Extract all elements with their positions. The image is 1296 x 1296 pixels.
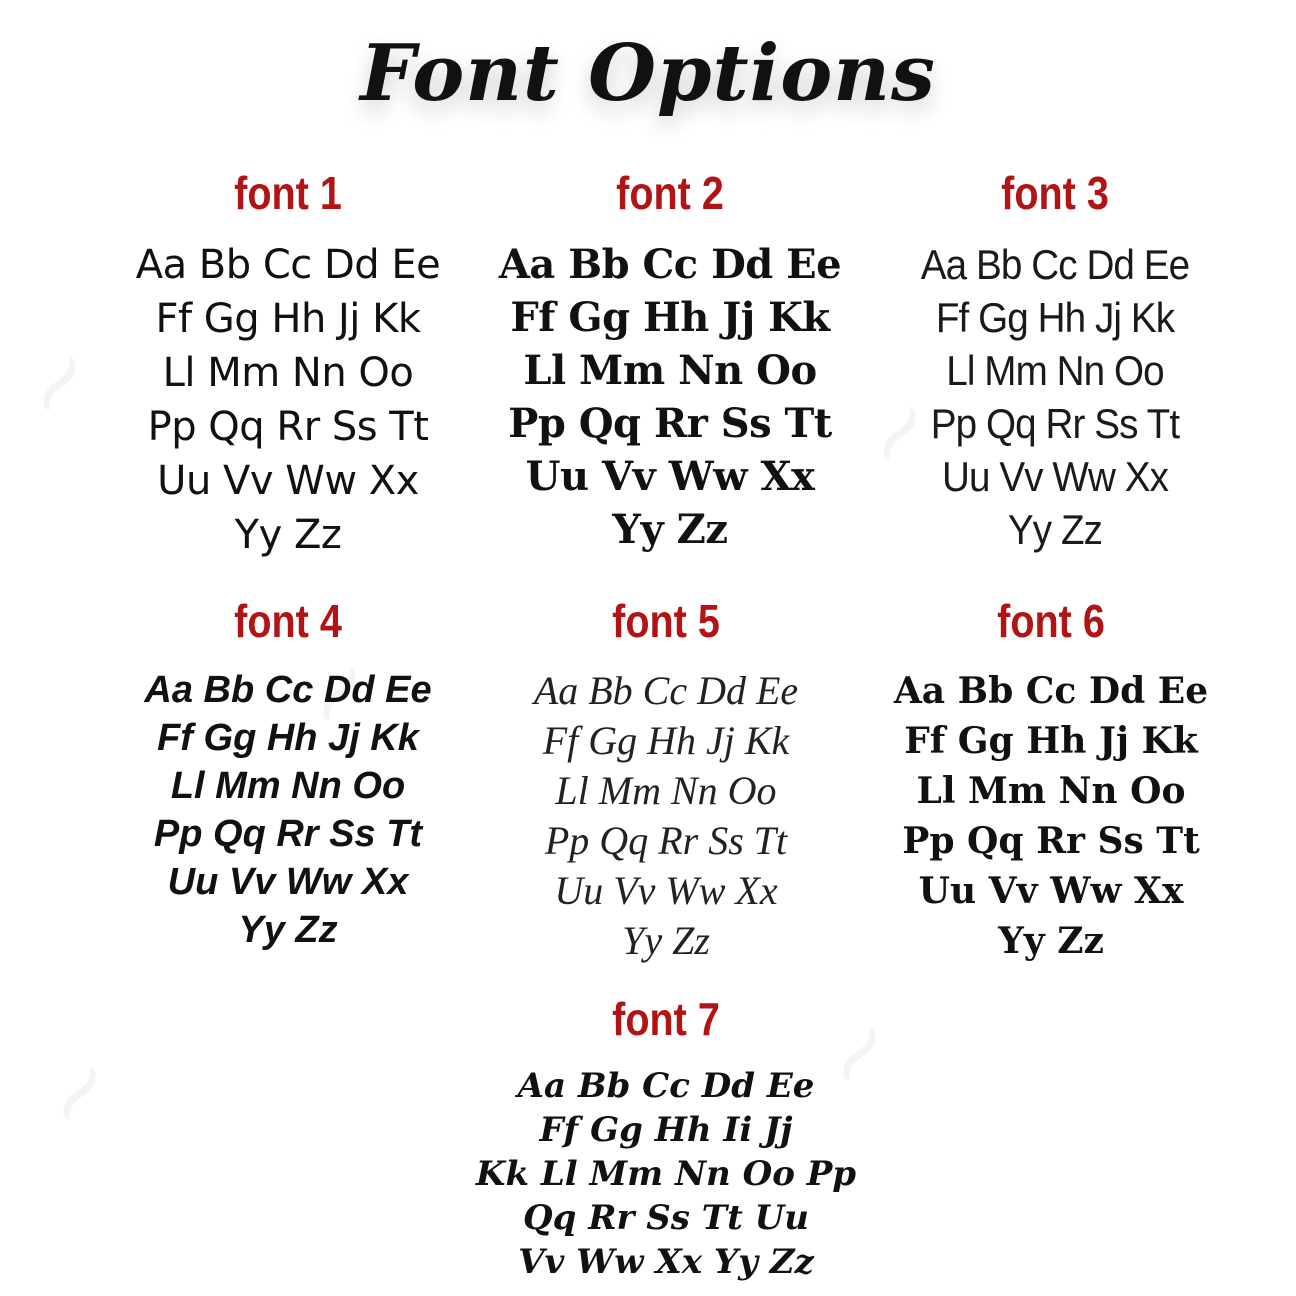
- alphabet-line: Aa Bb Cc Dd Ee: [135, 242, 441, 288]
- font-label: font 7: [612, 993, 720, 1045]
- alphabet-line: Aa Bb Cc Dd Ee: [533, 668, 799, 713]
- alphabet-line: Ff Gg Hh Jj Kk: [542, 718, 790, 763]
- font-sample-6[interactable]: [851, 595, 1251, 966]
- page-title: Font Options: [360, 28, 936, 119]
- alphabet-line: Pp Qq Rr Ss Tt: [508, 400, 832, 447]
- alphabet-line: Aa Bb Cc Dd Ee: [517, 1066, 815, 1106]
- alphabet-sample: [855, 238, 1255, 556]
- alphabet-line: Yy Zz: [612, 506, 728, 553]
- alphabet-line: Ff Gg Hh Jj Kk: [157, 717, 419, 759]
- alphabet-line: Uu Vv Ww Xx: [167, 861, 409, 903]
- alphabet-sample: [851, 666, 1251, 966]
- font-label: font 1: [234, 167, 342, 219]
- font-label: font 2: [616, 167, 724, 219]
- alphabet-line: Ll Mm Nn Oo: [523, 347, 817, 394]
- alphabet-line: Aa Bb Cc Dd Ee: [498, 241, 842, 288]
- alphabet-line: Ff Gg Hh Jj Kk: [935, 294, 1175, 341]
- alphabet-line: Uu Vv Ww Xx: [525, 453, 815, 500]
- alphabet-line: Yy Zz: [1007, 506, 1103, 553]
- alphabet-sample: [470, 238, 870, 556]
- alphabet-line: Yy Zz: [234, 512, 342, 558]
- alphabet-line: Ll Mm Nn Oo: [555, 768, 777, 813]
- alphabet-line: Pp Qq Rr Ss Tt: [930, 400, 1180, 447]
- watermark: [13, 1031, 142, 1153]
- alphabet-line: Ll Mm Nn Oo: [170, 765, 406, 807]
- alphabet-line: Aa Bb Cc Dd Ee: [144, 669, 432, 711]
- alphabet-sample: [466, 666, 866, 966]
- alphabet-line: Yy Zz: [238, 909, 338, 951]
- alphabet-line: Ff Gg Hh Jj Kk: [510, 294, 830, 341]
- font-sample-3[interactable]: [855, 167, 1255, 556]
- alphabet-line: Pp Qq Rr Ss Tt: [544, 818, 788, 863]
- font-sample-2[interactable]: [470, 167, 870, 556]
- alphabet-line: Uu Vv Ww Xx: [941, 453, 1169, 500]
- alphabet-line: Uu Vv Ww Xx: [918, 870, 1184, 912]
- alphabet-line: Ff Gg Hh Jj Kk: [155, 296, 421, 342]
- alphabet-line: Pp Qq Rr Ss Tt: [902, 820, 1200, 862]
- alphabet-line: Ff Gg Hh Jj Kk: [904, 720, 1198, 762]
- font-sample-7[interactable]: [466, 993, 866, 1284]
- alphabet-line: Aa Bb Cc Dd Ee: [920, 241, 1190, 288]
- font-label: font 6: [997, 595, 1105, 647]
- alphabet-sample: [466, 1064, 866, 1284]
- alphabet-sample: [88, 238, 488, 562]
- alphabet-line: Aa Bb Cc Dd Ee: [893, 670, 1209, 712]
- alphabet-line: Ll Mm Nn Oo: [946, 347, 1164, 394]
- font-sample-5[interactable]: [466, 595, 866, 966]
- alphabet-line: Kk Ll Mm Nn Oo Pp: [475, 1154, 857, 1194]
- font-label: font 5: [612, 595, 720, 647]
- alphabet-sample: [88, 666, 488, 954]
- alphabet-line: Uu Vv Ww Xx: [554, 868, 778, 913]
- alphabet-line: Vv Ww Xx Yy Zz: [518, 1242, 814, 1282]
- alphabet-line: Uu Vv Ww Xx: [157, 458, 419, 504]
- alphabet-line: Qq Rr Ss Tt Uu: [523, 1198, 809, 1238]
- alphabet-line: Yy Zz: [998, 920, 1104, 962]
- font-label: font 3: [1001, 167, 1109, 219]
- alphabet-line: Yy Zz: [622, 918, 710, 963]
- alphabet-line: Ll Mm Nn Oo: [162, 350, 414, 396]
- alphabet-line: Pp Qq Rr Ss Tt: [153, 813, 423, 855]
- alphabet-line: Ll Mm Nn Oo: [916, 770, 1186, 812]
- font-sample-1[interactable]: [88, 167, 488, 562]
- font-label: font 4: [234, 595, 342, 647]
- font-sample-4[interactable]: [88, 595, 488, 954]
- alphabet-line: Pp Qq Rr Ss Tt: [147, 404, 429, 450]
- alphabet-line: Ff Gg Hh Ii Jj: [539, 1110, 793, 1150]
